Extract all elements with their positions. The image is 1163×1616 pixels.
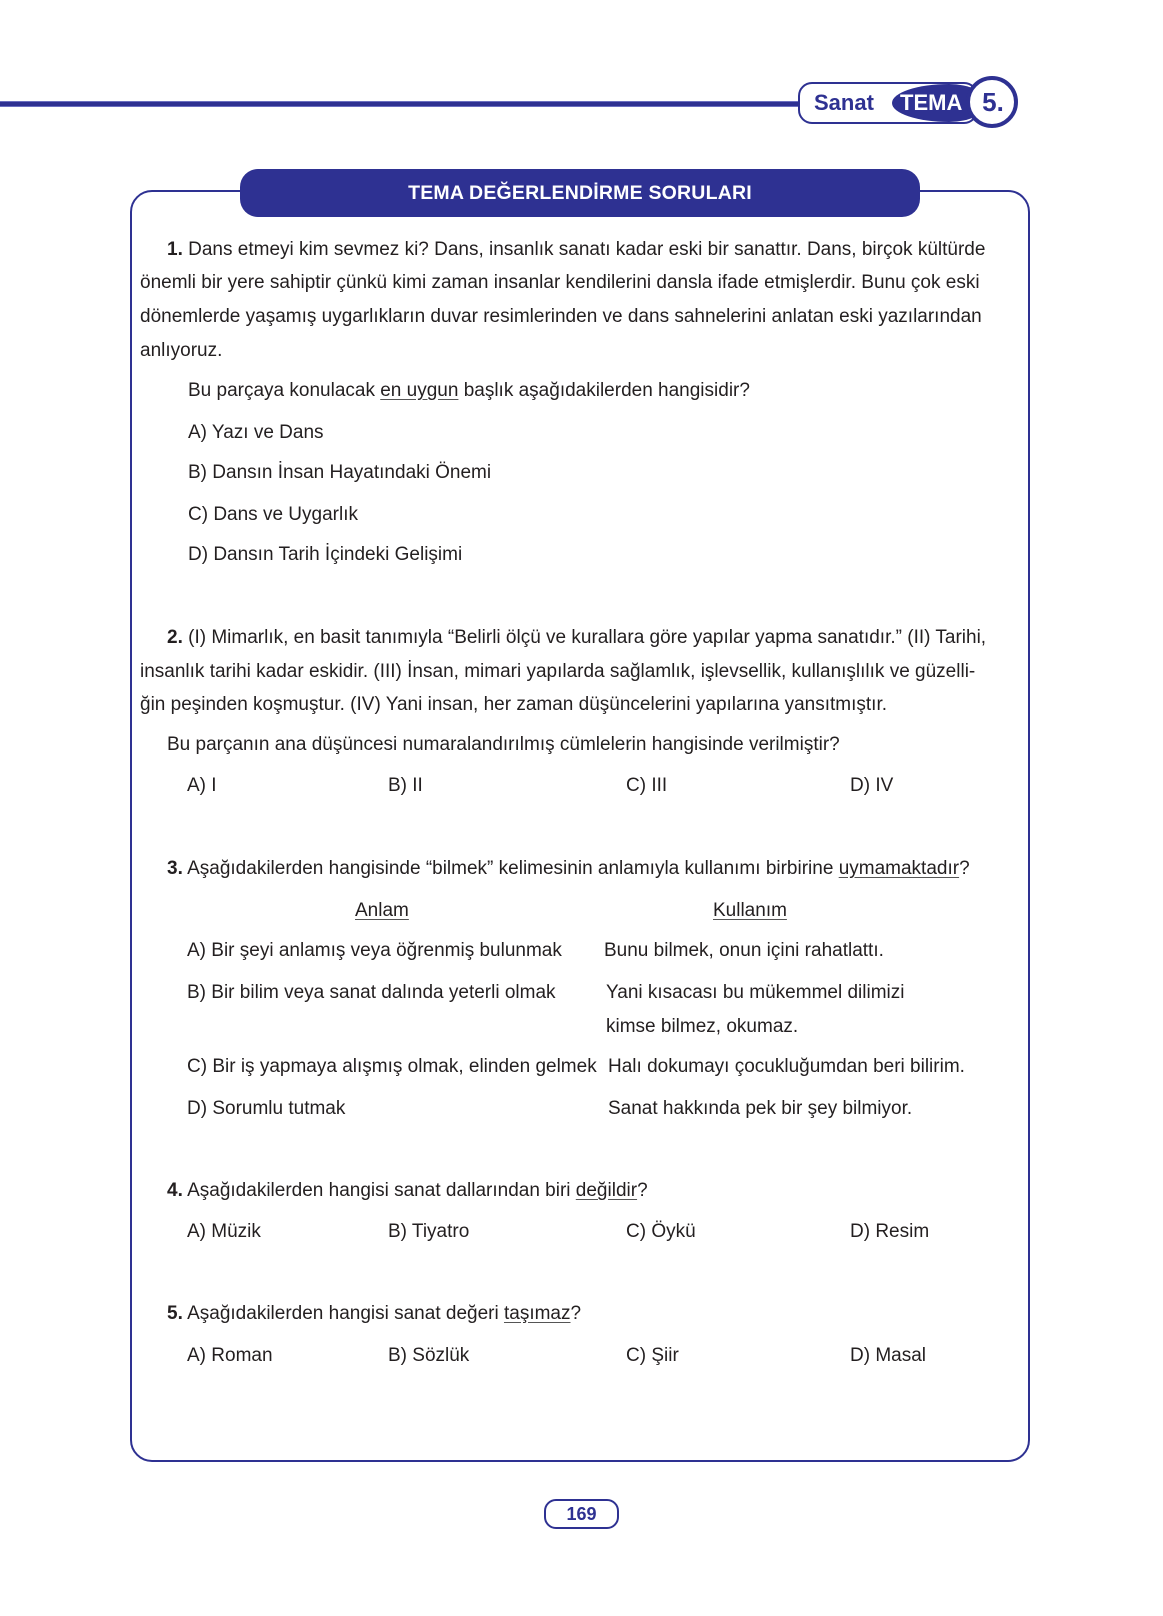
q1-option-b[interactable]: B) Dansın İnsan Hayatındaki Önemi bbox=[188, 462, 492, 483]
q2-line-1 bbox=[167, 627, 986, 649]
q4-prompt-text: Aşağıdakilerden hangisi sanat dallarından biri bbox=[187, 1180, 576, 1201]
q3-option-a[interactable]: A) Bir şeyi anlamış veya öğrenmiş bulunmak bbox=[187, 940, 562, 961]
q3-option-b[interactable]: B) Bir bilim veya sanat dalında yeterli olmak bbox=[187, 982, 556, 1003]
q2-line-2: insanlık tarihi kadar eskidir. (III) İnsan, mimari yapılarda sağlamlık, işlevsellik, kullanışlılık ve güzelli- bbox=[140, 661, 976, 682]
page-number: 169 bbox=[544, 1499, 619, 1529]
q5-prompt bbox=[167, 1303, 581, 1325]
q3-prompt-text-end: ? bbox=[959, 858, 970, 879]
q2-passage-text: (I) Mimarlık, en basit tanımıyla “Belirli ölçü ve kurallara göre yapılar yapma sanatıdır.” (II) Tarihi, bbox=[188, 627, 987, 648]
q3-number: 3. bbox=[167, 858, 183, 879]
q3-header-usage: Kullanım bbox=[713, 900, 787, 921]
q2-option-c[interactable]: C) III bbox=[626, 775, 668, 796]
q4-option-b[interactable]: B) Tiyatro bbox=[388, 1221, 470, 1242]
q1-line-1 bbox=[167, 239, 985, 261]
q1-option-d[interactable]: D) Dansın Tarih İçindeki Gelişimi bbox=[188, 544, 463, 565]
q3-option-d-usage: Sanat hakkında pek bir şey bilmiyor. bbox=[608, 1098, 913, 1119]
q5-option-a[interactable]: A) Roman bbox=[187, 1345, 273, 1366]
q2-line-3: ğin peşinden koşmuştur. (IV) Yani insan, her zaman düşüncelerini yapılarına yansıtmıştır. bbox=[140, 694, 888, 715]
theme-number: 5. bbox=[982, 86, 1004, 117]
q1-line-3: dönemlerde yaşamış uygarlıkların duvar resimlerinden ve dans sahnelerini anlatan eski yazılarından bbox=[140, 306, 982, 327]
q3-header-meaning: Anlam bbox=[355, 900, 409, 921]
q3-prompt bbox=[167, 858, 970, 880]
q4-prompt-emphasis: değildir bbox=[575, 1180, 638, 1201]
q5-prompt-text-end: ? bbox=[570, 1303, 582, 1324]
q4-prompt bbox=[167, 1180, 648, 1202]
q3-option-c[interactable]: C) Bir iş yapmaya alışmış olmak, elinden gelmek bbox=[187, 1056, 597, 1077]
q1-passage-text: Dans etmeyi kim sevmez ki? Dans, insanlık sanatı kadar eski bir sanattır. Dans, birçok kültürde bbox=[188, 239, 986, 260]
q4-option-a[interactable]: A) Müzik bbox=[187, 1221, 261, 1242]
q1-prompt-emphasis: en uygun bbox=[380, 380, 459, 401]
q1-prompt-text: Bu parçaya konulacak bbox=[188, 380, 381, 401]
q3-prompt-emphasis: uymamaktadır bbox=[838, 858, 960, 879]
q1-line-4: anlıyoruz. bbox=[140, 340, 223, 361]
q5-number: 5. bbox=[167, 1303, 183, 1324]
q1-option-a[interactable]: A) Yazı ve Dans bbox=[188, 422, 324, 443]
q4-number: 4. bbox=[167, 1180, 183, 1201]
q5-option-d[interactable]: D) Masal bbox=[850, 1345, 927, 1366]
q3-option-b-usage-1: Yani kısacası bu mükemmel dilimizi bbox=[606, 982, 905, 1003]
theme-label: TEMA bbox=[900, 90, 963, 115]
q4-prompt-text-end: ? bbox=[637, 1180, 648, 1201]
q2-option-a[interactable]: A) I bbox=[187, 775, 217, 796]
section-title: TEMA DEĞERLENDİRME SORULARI bbox=[408, 181, 752, 204]
q3-option-d[interactable]: D) Sorumlu tutmak bbox=[187, 1098, 346, 1119]
q2-number: 2. bbox=[167, 627, 183, 648]
q1-prompt bbox=[188, 380, 750, 402]
q3-option-b-usage-2: kimse bilmez, okumaz. bbox=[606, 1016, 799, 1037]
header-rule bbox=[0, 101, 800, 107]
q3-option-c-usage: Halı dokumayı çocukluğumdan beri bilirim. bbox=[608, 1056, 965, 1077]
theme-number-badge bbox=[966, 76, 1018, 128]
q4-option-c[interactable]: C) Öykü bbox=[626, 1221, 696, 1242]
section-banner bbox=[240, 169, 920, 217]
q4-option-d[interactable]: D) Resim bbox=[850, 1221, 930, 1242]
q5-option-c[interactable]: C) Şiir bbox=[626, 1345, 679, 1366]
q1-option-c[interactable]: C) Dans ve Uygarlık bbox=[188, 504, 358, 525]
q5-prompt-emphasis: taşımaz bbox=[503, 1303, 571, 1324]
q2-prompt: Bu parçanın ana düşüncesi numaralandırılmış cümlelerin hangisinde verilmiştir? bbox=[167, 734, 840, 755]
q3-prompt-text: Aşağıdakilerden hangisinde “bilmek” kelimesinin anlamıyla kullanımı birbirine bbox=[187, 858, 839, 879]
q5-prompt-text: Aşağıdakilerden hangisi sanat değeri bbox=[187, 1303, 504, 1324]
q1-line-2: önemli bir yere sahiptir çünkü kimi zaman insanlar kendilerini dansla ifade etmişlerdir. Bunu çok eski bbox=[140, 272, 980, 293]
q3-option-a-usage: Bunu bilmek, onun içini rahatlattı. bbox=[604, 940, 884, 961]
q1-number: 1. bbox=[167, 239, 183, 260]
q2-option-d[interactable]: D) IV bbox=[850, 775, 894, 796]
q1-prompt-text-end: başlık aşağıdakilerden hangisidir? bbox=[458, 380, 750, 401]
q5-option-b[interactable]: B) Sözlük bbox=[388, 1345, 470, 1366]
subject-label: Sanat bbox=[814, 90, 874, 115]
q2-option-b[interactable]: B) II bbox=[388, 775, 423, 796]
